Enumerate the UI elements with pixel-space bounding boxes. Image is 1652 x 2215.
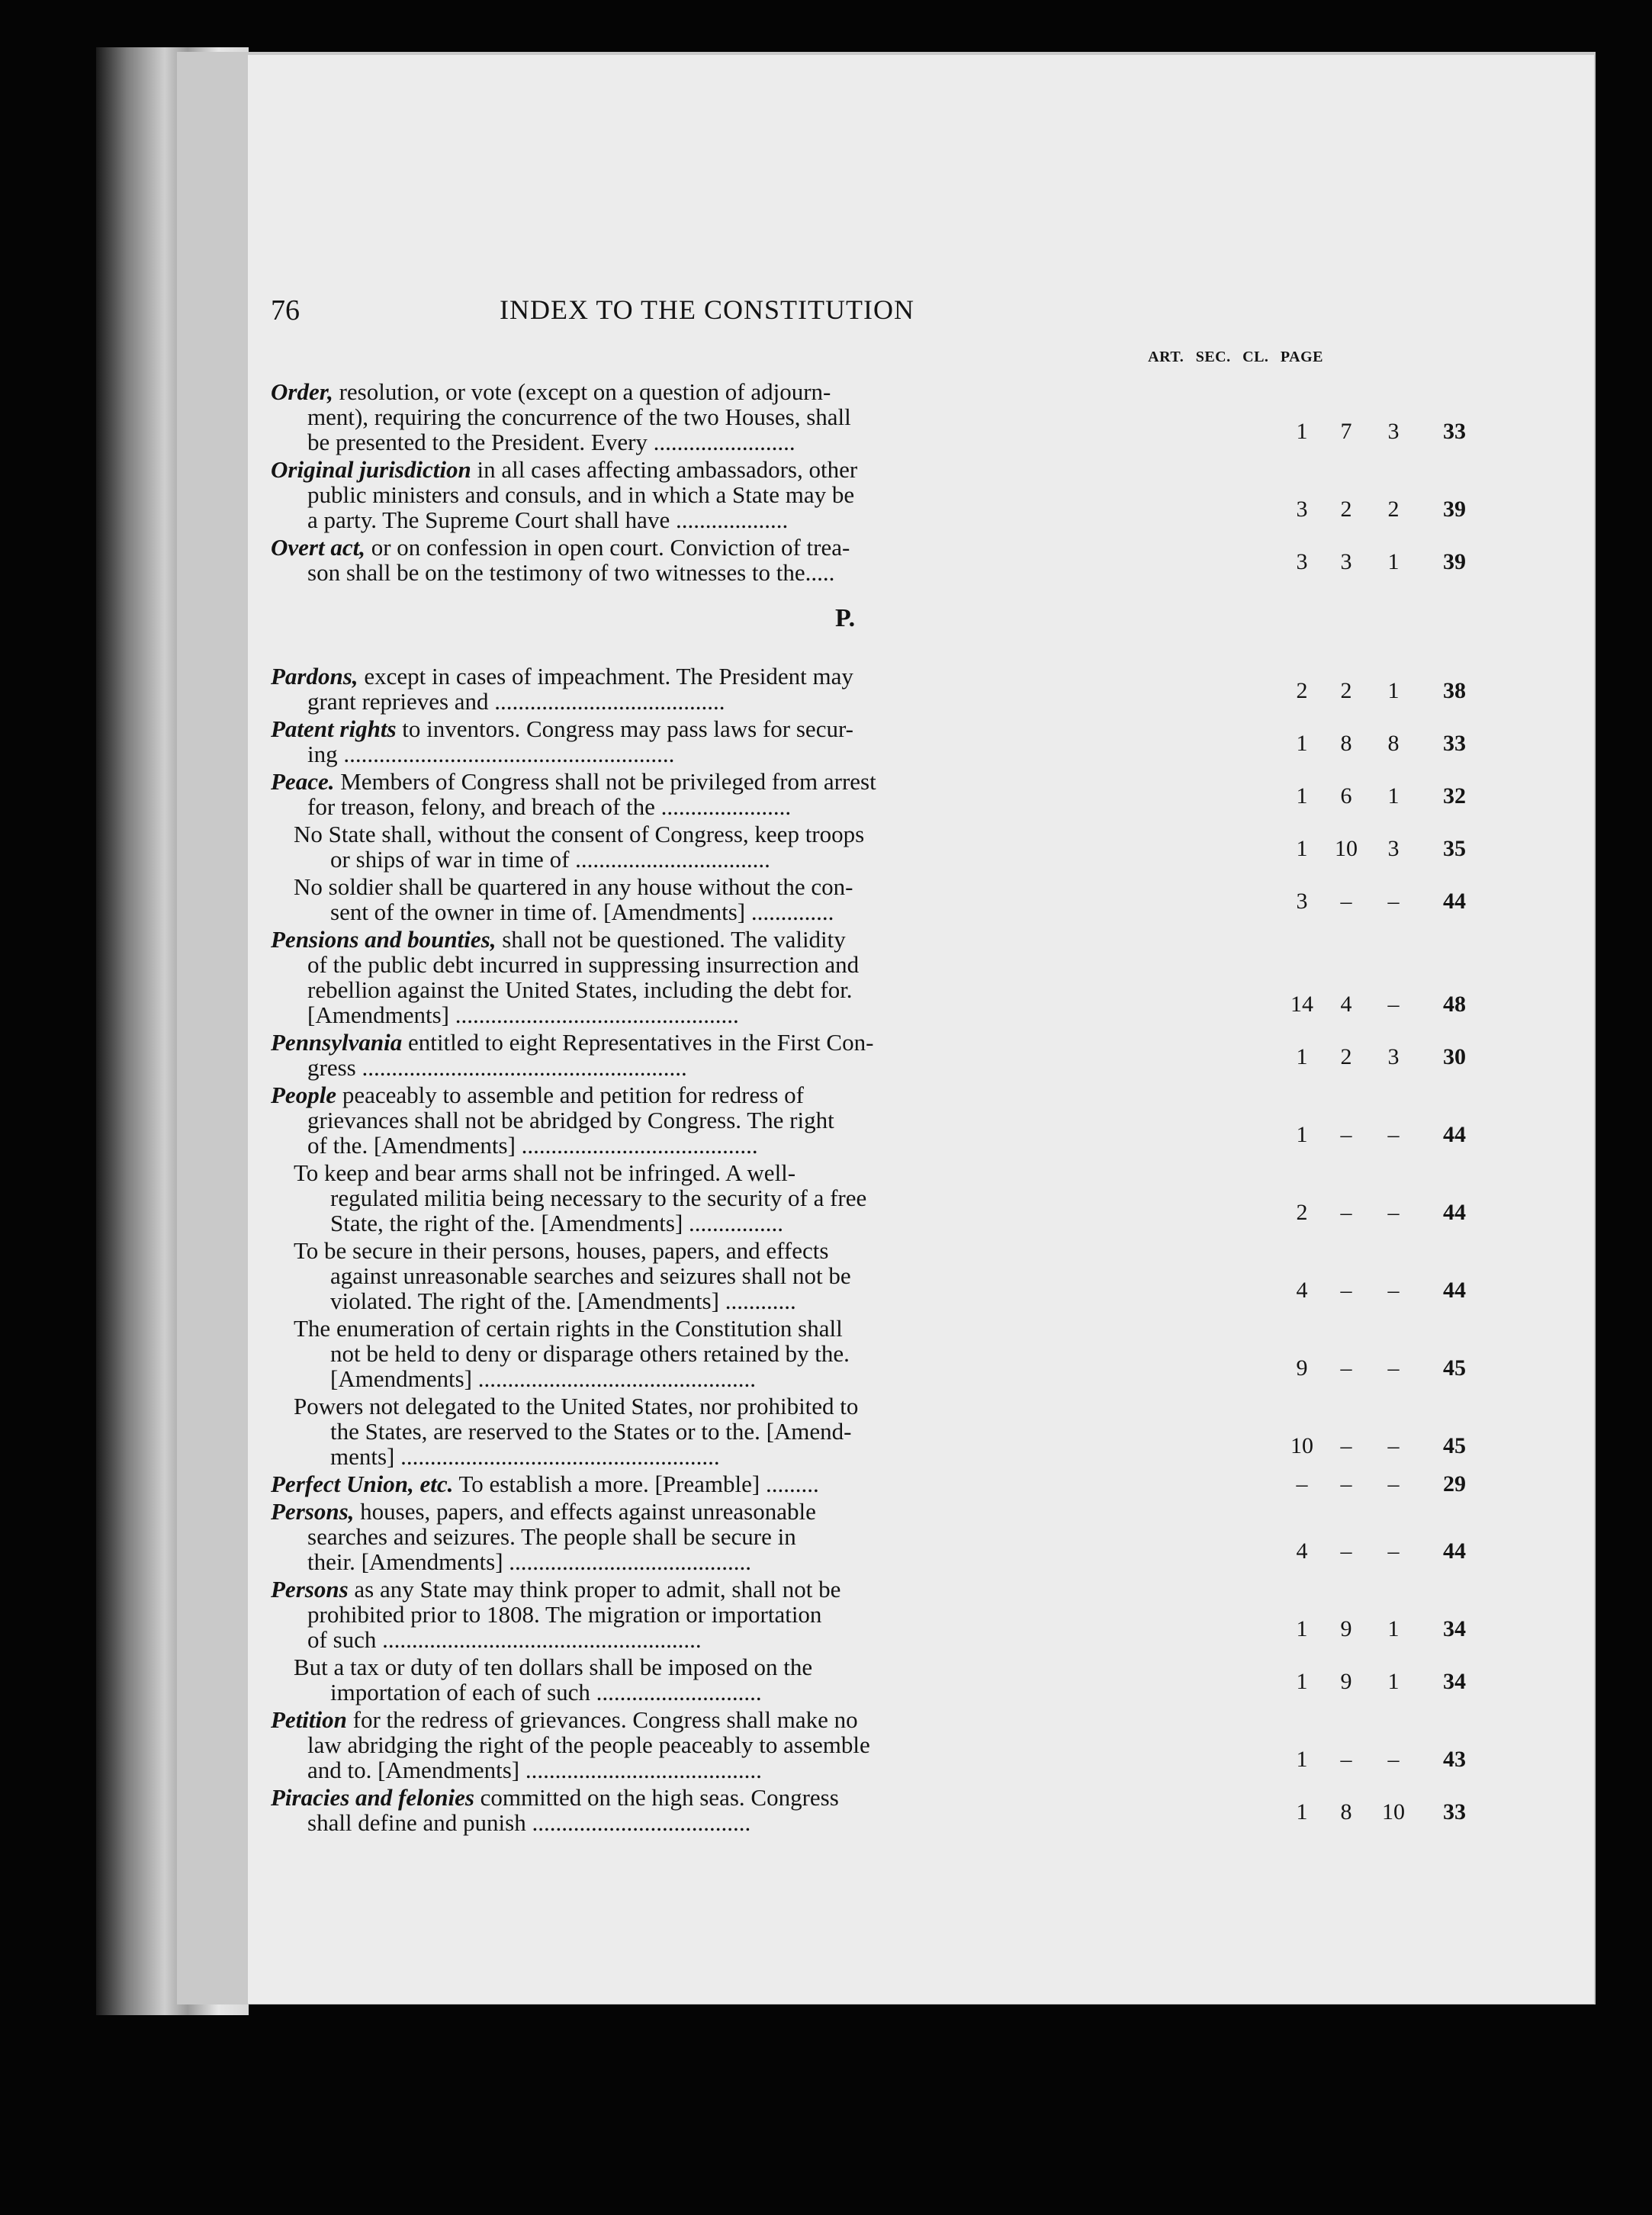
- article-number: 4: [1296, 1278, 1308, 1303]
- entry-line-text: a party. The Supreme Court shall have ...................: [307, 506, 789, 533]
- section-number: 9: [1340, 1669, 1352, 1694]
- entry-line: [271, 1002, 1270, 1027]
- page-reference: 44: [1443, 889, 1466, 914]
- entry-line-text: and to. [Amendments] ........................................: [307, 1757, 762, 1783]
- entry-line: [271, 1444, 1270, 1469]
- column-headers: [1140, 349, 1323, 366]
- entry-line-text: violated. The right of the. [Amendments] ............: [330, 1288, 796, 1314]
- clause-number: 10: [1382, 1799, 1405, 1824]
- entry-line-text: No soldier shall be quartered in any house without the con-: [294, 873, 853, 900]
- entry-line-text: or on confession in open court. Conviction of trea-: [365, 534, 850, 561]
- article-number: 3: [1296, 889, 1308, 914]
- entry-line: [271, 507, 1270, 532]
- entry-line-text: houses, papers, and effects against unreasonable: [354, 1498, 816, 1525]
- section-number: –: [1340, 889, 1352, 914]
- entry-line: [271, 952, 1270, 977]
- entry-term: Pennsylvania: [271, 1029, 403, 1056]
- entry-line-text: or ships of war in time of .................................: [330, 846, 770, 873]
- section-number: 7: [1340, 419, 1352, 444]
- page-reference: 44: [1443, 1122, 1466, 1147]
- section-number: –: [1340, 1747, 1352, 1772]
- clause-number: 2: [1387, 497, 1400, 522]
- entry-line-text: law abridging the right of the people peaceably to assemble: [307, 1731, 870, 1758]
- article-number: 1: [1296, 731, 1308, 756]
- entry-line: [271, 560, 1270, 585]
- page-reference: 33: [1443, 1799, 1466, 1824]
- page-reference: 39: [1443, 497, 1466, 522]
- page-reference: 33: [1443, 419, 1466, 444]
- page-reference: 44: [1443, 1200, 1466, 1225]
- column-header-cl: CL.: [1242, 349, 1269, 365]
- clause-number: –: [1387, 1200, 1400, 1225]
- entry-line: [271, 1707, 1270, 1732]
- entry-term: Persons: [271, 1576, 349, 1603]
- page-reference: 39: [1443, 549, 1466, 574]
- entry-line-text: for the redress of grievances. Congress shall make no: [346, 1706, 858, 1733]
- page-reference: 34: [1443, 1669, 1466, 1694]
- column-header-sec: SEC.: [1195, 349, 1231, 365]
- entry-line: [271, 899, 1270, 924]
- entry-line-text: grievances shall not be abridged by Congress. The right: [307, 1107, 834, 1133]
- entry-line: [271, 535, 1270, 560]
- article-number: 2: [1296, 678, 1308, 703]
- entry-line: [271, 1577, 1270, 1602]
- page-reference: 43: [1443, 1747, 1466, 1772]
- entry-term: Petition: [271, 1706, 347, 1733]
- entry-term: Perfect Union, etc.: [271, 1471, 454, 1497]
- entry-line: [271, 1082, 1270, 1108]
- clause-number: 1: [1387, 678, 1400, 703]
- clause-number: 3: [1387, 1044, 1400, 1069]
- article-number: 3: [1296, 497, 1308, 522]
- clause-number: –: [1387, 1122, 1400, 1147]
- entry-line: [271, 1394, 1270, 1419]
- entry-line: [271, 1263, 1270, 1288]
- entry-text: [271, 1654, 1270, 1705]
- entry-line-text: public ministers and consuls, and in which a State may be: [307, 481, 855, 508]
- article-number: 3: [1296, 549, 1308, 574]
- entry-line: [271, 1627, 1270, 1652]
- entry-line: [271, 769, 1270, 794]
- entry-line: [271, 821, 1270, 847]
- article-number: 1: [1296, 1747, 1308, 1772]
- entry-line-text: the States, are reserved to the States or to the. [Amend-: [330, 1418, 852, 1445]
- entry-text: [271, 1499, 1270, 1574]
- entry-line: [271, 1238, 1270, 1263]
- section-number: 6: [1340, 783, 1352, 809]
- entry-line-text: for treason, felony, and breach of the ......................: [307, 793, 792, 820]
- entry-line-text: of the public debt incurred in suppressing insurrection and: [307, 951, 860, 978]
- entry-line-text: of the. [Amendments] ........................................: [307, 1132, 758, 1159]
- page-reference: 44: [1443, 1538, 1466, 1564]
- article-number: 1: [1296, 1669, 1308, 1694]
- entry-line: [271, 1680, 1270, 1705]
- entry-line: [271, 927, 1270, 952]
- entry-line-text: gress .......................................................: [307, 1054, 687, 1081]
- entry-text: [271, 1238, 1270, 1313]
- entry-line-text: of such ......................................................: [307, 1626, 702, 1653]
- entry-line: [271, 1316, 1270, 1341]
- entry-term: Original jurisdiction: [271, 456, 471, 483]
- entry-line: [271, 457, 1270, 482]
- page-reference: 35: [1443, 836, 1466, 861]
- entry-line: [271, 1785, 1270, 1810]
- clause-number: –: [1387, 1433, 1400, 1458]
- entry-text: [271, 1082, 1270, 1158]
- entry-text: [271, 1577, 1270, 1652]
- page-reference: 34: [1443, 1616, 1466, 1641]
- entry-line-text: son shall be on the testimony of two witnesses to the.....: [307, 559, 835, 586]
- clause-number: –: [1387, 1747, 1400, 1772]
- entry-line-text: ment), requiring the concurrence of the two Houses, shall: [307, 403, 851, 430]
- page-reference: 38: [1443, 678, 1466, 703]
- entry-line-text: [Amendments] ................................................: [307, 1001, 739, 1028]
- entry-line-text: Members of Congress shall not be privileged from arrest: [334, 768, 876, 795]
- entry-line: [271, 1757, 1270, 1783]
- entry-line-text: ments] ......................................................: [330, 1443, 720, 1470]
- section-number: 3: [1340, 549, 1352, 574]
- entry-line-text: entitled to eight Representatives in the First Con-: [402, 1029, 874, 1056]
- clause-number: –: [1387, 1538, 1400, 1564]
- entry-line-text: resolution, or vote (except on a question of adjourn-: [333, 378, 831, 405]
- entry-line: [271, 1810, 1270, 1835]
- section-number: –: [1340, 1355, 1352, 1381]
- entry-line-text: be presented to the President. Every ........................: [307, 429, 795, 455]
- entry-text: [271, 1471, 1270, 1496]
- clause-number: –: [1387, 992, 1400, 1017]
- clause-number: 1: [1387, 1616, 1400, 1641]
- entry-line-text: To keep and bear arms shall not be infringed. A well-: [294, 1159, 796, 1186]
- clause-number: 3: [1387, 419, 1400, 444]
- entry-line: [271, 1055, 1270, 1080]
- entry-text: [271, 1707, 1270, 1783]
- section-number: 10: [1335, 836, 1358, 861]
- page-reference: 29: [1443, 1471, 1466, 1496]
- entry-line-text: shall not be questioned. The validity: [496, 926, 846, 953]
- entry-text: [271, 1160, 1270, 1236]
- entry-line-text: against unreasonable searches and seizures shall not be: [330, 1262, 851, 1289]
- section-number: 8: [1340, 1799, 1352, 1824]
- page-reference: 45: [1443, 1355, 1466, 1381]
- entry-line-text: in all cases affecting ambassadors, other: [471, 456, 858, 483]
- entry-line: [271, 664, 1270, 689]
- running-title: INDEX TO THE CONSTITUTION: [500, 294, 914, 325]
- entry-line: [271, 1185, 1270, 1210]
- entry-line: [271, 716, 1270, 741]
- entry-line: [271, 1499, 1270, 1524]
- entry-term: Order,: [271, 378, 333, 405]
- section-number: –: [1340, 1200, 1352, 1225]
- article-number: 1: [1296, 1122, 1308, 1147]
- entry-line-text: But a tax or duty of ten dollars shall be imposed on the: [294, 1654, 813, 1680]
- clause-number: –: [1387, 889, 1400, 914]
- clause-number: 1: [1387, 1669, 1400, 1694]
- entry-line-text: To be secure in their persons, houses, papers, and effects: [294, 1237, 829, 1264]
- section-number: –: [1340, 1471, 1352, 1496]
- entry-term: Peace.: [271, 768, 335, 795]
- entry-line: [271, 1471, 1270, 1496]
- column-header-page: PAGE: [1280, 349, 1323, 365]
- entry-line-text: The enumeration of certain rights in the Constitution shall: [294, 1315, 843, 1342]
- entry-text: [271, 874, 1270, 924]
- entry-line-text: peaceably to assemble and petition for redress of: [336, 1082, 804, 1108]
- entry-line-text: searches and seizures. The people shall be secure in: [307, 1523, 796, 1550]
- article-number: 9: [1296, 1355, 1308, 1381]
- entry-line-text: Powers not delegated to the United States, nor prohibited to: [294, 1393, 859, 1419]
- entry-line-text: as any State may think proper to admit, shall not be: [348, 1576, 841, 1603]
- entry-line-text: To establish a more. [Preamble] .........: [453, 1471, 819, 1497]
- section-number: 8: [1340, 731, 1352, 756]
- entry-line: [271, 847, 1270, 872]
- section-number: –: [1340, 1278, 1352, 1303]
- section-number: 9: [1340, 1616, 1352, 1641]
- entry-line-text: shall define and punish .....................................: [307, 1809, 751, 1836]
- article-number: 2: [1296, 1200, 1308, 1225]
- entry-line-text: importation of each of such ............................: [330, 1679, 762, 1705]
- entry-line: [271, 1133, 1270, 1158]
- entry-line: [271, 379, 1270, 404]
- entry-text: [271, 927, 1270, 1027]
- entry-line-text: committed on the high seas. Congress: [474, 1784, 839, 1811]
- entry-text: [271, 821, 1270, 872]
- entry-line: [271, 1549, 1270, 1574]
- entry-text: [271, 379, 1270, 455]
- clause-number: 1: [1387, 549, 1400, 574]
- entry-term: People: [271, 1082, 337, 1108]
- article-number: 1: [1296, 1616, 1308, 1641]
- section-number: –: [1340, 1433, 1352, 1458]
- clause-number: 3: [1387, 836, 1400, 861]
- page-reference: 48: [1443, 992, 1466, 1017]
- column-header-art: ART.: [1148, 349, 1184, 365]
- entry-line: [271, 741, 1270, 767]
- entry-text: [271, 769, 1270, 819]
- entry-line: [271, 429, 1270, 455]
- entry-text: [271, 1316, 1270, 1391]
- page-reference: 33: [1443, 731, 1466, 756]
- section-number: 2: [1340, 1044, 1352, 1069]
- entry-line: [271, 482, 1270, 507]
- entry-line: [271, 404, 1270, 429]
- clause-number: 1: [1387, 783, 1400, 809]
- entry-line: [271, 1341, 1270, 1366]
- entry-line: [271, 794, 1270, 819]
- entry-text: [271, 457, 1270, 532]
- entry-text: [271, 1030, 1270, 1080]
- clause-number: 8: [1387, 731, 1400, 756]
- entry-line: [271, 1732, 1270, 1757]
- entry-line-text: State, the right of the. [Amendments] ................: [330, 1210, 784, 1236]
- entry-line: [271, 689, 1270, 714]
- entry-line-text: ing ........................................................: [307, 741, 675, 767]
- entry-text: [271, 664, 1270, 714]
- entry-term: Pardons,: [271, 663, 358, 690]
- page-reference: 30: [1443, 1044, 1466, 1069]
- entry-line-text: grant reprieves and .......................................: [307, 688, 725, 715]
- page-number: 76: [271, 294, 300, 326]
- entry-line: [271, 1602, 1270, 1627]
- article-number: 1: [1296, 836, 1308, 861]
- article-number: –: [1296, 1471, 1308, 1496]
- entry-line: [271, 1108, 1270, 1133]
- section-number: –: [1340, 1122, 1352, 1147]
- entry-term: Overt act,: [271, 534, 365, 561]
- entry-line-text: not be held to deny or disparage others retained by the.: [330, 1340, 850, 1367]
- page-reference: 45: [1443, 1433, 1466, 1458]
- entry-line: [271, 1419, 1270, 1444]
- article-number: 4: [1296, 1538, 1308, 1564]
- entry-line: [271, 1210, 1270, 1236]
- article-number: 1: [1296, 1799, 1308, 1824]
- entry-line-text: [Amendments] ...............................................: [330, 1365, 756, 1392]
- entry-term: Pensions and bounties,: [271, 926, 497, 953]
- entry-line: [271, 1524, 1270, 1549]
- entry-term: Patent rights: [271, 715, 397, 742]
- entry-line: [271, 977, 1270, 1002]
- article-number: 10: [1290, 1433, 1313, 1458]
- entry-line-text: sent of the owner in time of. [Amendments] ..............: [330, 899, 834, 925]
- section-number: 2: [1340, 497, 1352, 522]
- page-header: [271, 294, 1262, 339]
- entry-text: [271, 1785, 1270, 1835]
- article-number: 14: [1290, 992, 1313, 1017]
- page-reference: 44: [1443, 1278, 1466, 1303]
- entry-line-text: regulated militia being necessary to the security of a free: [330, 1185, 867, 1211]
- entry-line: [271, 1366, 1270, 1391]
- article-number: 1: [1296, 783, 1308, 809]
- entry-text: [271, 716, 1270, 767]
- section-letter: P.: [835, 604, 856, 632]
- section-number: –: [1340, 1538, 1352, 1564]
- entry-line-text: prohibited prior to 1808. The migration or importation: [307, 1601, 822, 1628]
- page-reference: 32: [1443, 783, 1466, 809]
- article-number: 1: [1296, 419, 1308, 444]
- entry-line: [271, 874, 1270, 899]
- entry-line-text: to inventors. Congress may pass laws for secur-: [396, 715, 853, 742]
- entry-line: [271, 1654, 1270, 1680]
- clause-number: –: [1387, 1355, 1400, 1381]
- entry-text: [271, 535, 1270, 585]
- clause-number: –: [1387, 1471, 1400, 1496]
- clause-number: –: [1387, 1278, 1400, 1303]
- entry-line-text: their. [Amendments] .........................................: [307, 1548, 752, 1575]
- entry-line: [271, 1030, 1270, 1055]
- entry-text: [271, 1394, 1270, 1469]
- entry-term: Piracies and felonies: [271, 1784, 474, 1811]
- entry-line-text: No State shall, without the consent of Congress, keep troops: [294, 821, 865, 847]
- section-number: 2: [1340, 678, 1352, 703]
- entry-line: [271, 1288, 1270, 1313]
- section-number: 4: [1340, 992, 1352, 1017]
- entry-line-text: except in cases of impeachment. The President may: [358, 663, 853, 690]
- article-number: 1: [1296, 1044, 1308, 1069]
- entry-term: Persons,: [271, 1498, 355, 1525]
- entry-line-text: rebellion against the United States, including the debt for.: [307, 976, 853, 1003]
- entry-line: [271, 1160, 1270, 1185]
